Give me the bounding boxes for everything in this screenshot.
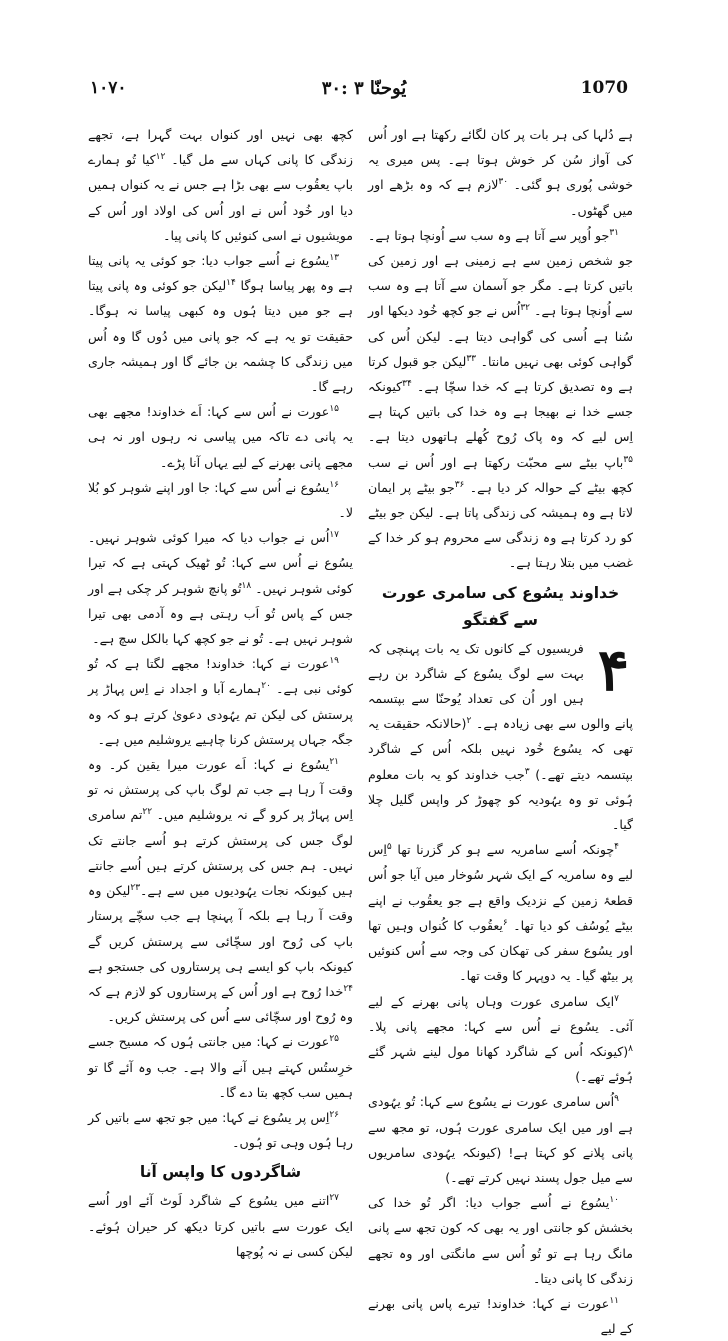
verse-number: ۶	[502, 917, 508, 928]
verse-number: ۱۴	[226, 278, 236, 289]
paragraph: $^{۱۳}$یسُوع نے اُسے جواب دیا: جو کوئی یہ پانی پیتا ہے وہ پھر پیاسا ہوگا $^{۱۴}$لیکن جو کوئی وہ پانی پیتا ہے جو میں دیتا ہُوں وہ کبھی پیاسا نہ ہوگا۔ حقیقت تو یہ ہے کہ جو پانی میں دُوں گا وہ اُس میں زندگی کا چشمہ بن جائے گا اور ہمیشہ جاری رہے گا۔	[88, 252, 353, 395]
verse-number: ۳۱	[609, 227, 619, 238]
section-heading: شاگردوں کا واپس آنا	[139, 1163, 302, 1182]
verse-number: ۱۰	[609, 1194, 619, 1205]
verse-number: ۳۴	[402, 378, 412, 389]
verse-number: ۳۶	[454, 479, 465, 490]
verse-number: ۲۳	[130, 882, 141, 893]
verse-number: ۱۳	[329, 252, 339, 263]
paragraph: $^{۱۱}$عورت نے کہا: خداوند! تیرے پاس پانی بھرنے کے لیے	[368, 1295, 633, 1337]
chapter-number: ۴	[597, 635, 629, 704]
paragraph: $^۷$ایک سامری عورت وہاں پانی بھرنے کے لیے آئی۔ یسُوع نے اُس سے کہا: مجھے پانی پلا۔ $^۸$(کیونکہ اُس کے شاگرد کھانا مول لینے شہر گئے ہُوئے تھے۔)	[368, 993, 633, 1085]
paragraph: کچھ بھی نہیں اور کنواں بہت گہرا ہے، تجھے زندگی کا پانی کہاں سے مل گیا۔ $^{۱۲}$کیا تُو ہمارے باپ یعقُوب سے بھی بڑا ہے جس نے یہ کنواں ہمیں دیا اور خُود اُس نے اور اُس کی اولاد اور اُس کے مویشیوں نے اسی کنوئیں کا پانی پیا۔	[88, 127, 353, 243]
verse-number: ۷	[614, 993, 619, 1004]
verse-number: ۲۴	[343, 983, 353, 994]
verse-number: ۹	[614, 1094, 619, 1105]
verse-number: ۳	[524, 766, 530, 777]
paragraph: $^{۳۱}$جو اُوپر سے آتا ہے وہ سب سے اُونچا ہوتا ہے۔ جو شخص زمین سے ہے زمینی ہے اور زمین کی باتیں کرتا ہے۔ مگر جو آسمان سے آتا ہے وہ سب سے اُونچا ہوتا ہے۔ $^{۳۲}$اُس نے جو کچھ خُود دیکھا اور سُنا ہے اُسی کی گواہی دیتا ہے۔ لیکن اُس کی گواہی کوئی بھی نہیں مانتا۔ $^{۳۳}$لیکن جو قبول کرتا ہے وہ تصدیق کرتا ہے کہ خدا سچّا ہے۔ $^{۳۴}$کیونکہ جسے خدا نے بھیجا ہے وہ خدا کی باتیں کہتا ہے اِس لیے کہ وہ پاک رُوح کُھلے ہاتھوں دیتا ہے۔ $^{۳۵}$باپ بیٹے سے محبّت رکھتا ہے اور اُس نے سب کچھ بیٹے کے حوالہ کر دیا ہے۔ $^{۳۶}$جو بیٹے پر ایمان لاتا ہے وہ ہمیشہ کی زندگی پاتا ہے۔ لیکن جو بیٹے کو رد کرتا ہے وہ زندگی سے محروم ہو کر خدا کے غضب میں بتلا رہتا ہے۔	[368, 227, 633, 571]
paragraph: $^۹$اُس سامری عورت نے یسُوع سے کہا: تُو یہُودی ہے اور میں ایک سامری عورت ہُوں، تو مجھ سے پانی پلانے کو کہتا ہے! (کیونکہ یہُودی سامریوں سے میل جول پسند نہیں کرتے تھے۔)	[368, 1094, 633, 1185]
page-number-urdu: ۱۰۷۰	[90, 78, 127, 98]
verse-number: ۲۰	[261, 681, 271, 692]
verse-number: ۱۸	[241, 580, 252, 591]
right-column	[368, 122, 633, 1337]
verse-number: ۲۶	[329, 1109, 339, 1120]
verse-number: ۸	[628, 1043, 633, 1054]
paragraph: $^{۲۱}$یسُوع نے کہا: اَے عورت میرا یقین کر۔ وہ وقت آ رہا ہے جب تم لوگ باپ کی پرستش نہ تو اِس پہاڑ پر کرو گے نہ یروشلیم میں۔ $^{۲۲}$تم سامری لوگ جس کی پرستش کرتے ہو اُسے جانتے تک نہیں۔ ہم جس کی پرستش کرتے ہیں اُسے جانتے ہیں کیونکہ نجات یہُودیوں میں سے ہے۔$^{۲۳}$لیکن وہ وقت آ رہا ہے بلکہ آ پہنچا ہے جب سچّے پرستار باپ کی رُوح اور سچّائی سے پرستش کریں گے کیونکہ باپ کو ایسے ہی پرستاروں کی جستجو ہے $^{۲۴}$خدا رُوح ہے اور اُس کے پرستاروں کو لازم ہے کہ وہ رُوح اور سچّائی سے اُس کی پرستش کریں۔	[88, 756, 353, 1025]
verse-number: ۱۲	[155, 152, 166, 163]
left-column	[88, 122, 354, 1259]
chapter-opening	[368, 636, 633, 838]
section-heading: خداوند یسُوع کی سامری عورت سے گفتگو	[381, 583, 620, 629]
verse-number: ۱۷	[329, 530, 339, 541]
paragraph: $^{۲۵}$عورت نے کہا: میں جانتی ہُوں کہ مسیح جسے خرِستُس کہتے ہیں آنے والا ہے۔ جب وہ آئے گا تو ہمیں سب کچھ بتا دے گا۔	[88, 1034, 353, 1100]
paragraph: $^{۲۶}$اِس پر یسُوع نے کہا: میں جو تجھ سے باتیں کر رہا ہُوں وہی تو ہُوں۔	[88, 1109, 353, 1151]
verse-number: ۳۰	[498, 177, 509, 188]
verse-number: ۲	[466, 716, 472, 727]
paragraph: $^{۱۶}$یسُوع نے اُس سے کہا: جا اور اپنے شوہر کو بُلا لا۔	[88, 479, 353, 521]
paragraph: $^{۱۵}$عورت نے اُس سے کہا: اَے خداوند! مجھے بھی یہ پانی دے تاکہ میں پیاسی نہ رہوں اور نہ ہی مجھے پانی بھرنے کے لیے یہاں آنا پڑے۔	[88, 404, 353, 470]
verse-number: ۱۹	[329, 656, 339, 667]
paragraph: $^{۱۹}$عورت نے کہا: خداوند! مجھے لگتا ہے کہ تُو کوئی نبی ہے۔ $^{۲۰}$ہمارے آبا و اجداد نے اِس پہاڑ پر پرستش کی لیکن تم یہُودی دعویٰ کرتے ہو کہ وہ جگہ جہاں پرستش کرنا چاہیے یروشلیم میں ہے۔	[88, 656, 354, 747]
verse-number: ۲۱	[329, 756, 339, 767]
verse-number: ۲۷	[329, 1193, 339, 1204]
verse-number: ۳۲	[520, 303, 531, 314]
verse-number: ۲۲	[142, 807, 153, 818]
verse-number: ۲۵	[329, 1034, 339, 1045]
paragraph: $^{۱۷}$اُس نے جواب دیا کہ میرا کوئی شوہر نہیں۔ یسُوع نے اُس سے کہا: تُو ٹھیک کہتی ہے کہ تیرا کوئی شوہر نہیں۔ $^{۱۸}$تُو پانچ شوہر کر چکی ہے اور جس کے پاس تُو اَب رہتی ہے وہ آدمی بھی تیرا شوہر نہیں ہے۔ تُو نے جو کچھ کہا بالکل سچ ہے۔	[88, 530, 353, 647]
verse-number: ۱۵	[329, 404, 339, 415]
verse-number: ۵	[386, 842, 392, 853]
page-number: 1070	[580, 78, 628, 98]
book-reference-header: یُوحنّا ۳ :۳۰	[321, 78, 407, 99]
paragraph: ہے دُلہا کی ہر بات پر کان لگائے رکھتا ہے اور اُس کی آواز سُن کر خوش ہوتا ہے۔ پس میری یہ خوشی پُوری ہو گئی۔ $^{۳۰}$لازم ہے کہ وہ بڑھے اور میں گھٹوں۔	[368, 127, 633, 218]
paragraph: $^۴$چونکہ اُسے سامریہ سے ہو کر گزرنا تھا $^۵$اِس لیے وہ سامریہ کے ایک شہر سُوخار میں آیا جو اُس قطعۂ زمین کے نزدیک واقع ہے جو یعقُوب نے اپنے بیٹے یُوسُف کو دیا تھا۔ $^۶$یعقُوب کا کُنواں وہیں تھا اور یسُوع سفر کی تھکان کی وجہ سے اُس کنوئیں پر بیٹھ گیا۔ یہ دوپہر کا وقت تھا۔	[368, 842, 633, 984]
verse-number: ۳۵	[623, 454, 633, 465]
paragraph: $^{۱۰}$یسُوع نے اُسے جواب دیا: اگر تُو خدا کی بخشش کو جانتی اور یہ بھی کہ کون تجھ سے پانی مانگ رہا ہے تو تُو اُس سے مانگتی اور وہ تجھے زندگی کا پانی دیتا۔	[368, 1194, 633, 1286]
verse-number: ۴	[614, 842, 619, 853]
paragraph: فریسیوں کے کانوں تک یہ بات پہنچی کہ بہت سے لوگ یسُوع کے شاگرد بن رہے ہیں اور اُن کی تعداد یُوحنّا سے بپتسمہ پانے والوں سے بھی زیادہ ہے۔ $^۲$(حالانکہ حقیقت یہ تھی کہ یسُوع خُود نہیں بلکہ اُس کے شاگرد بپتسمہ دیتے تھے۔) $^۳$جب خداوند کو یہ بات معلوم ہُوئی تو وہ یہُودیہ کو چھوڑ کر واپس گلیل چلا گیا۔	[368, 640, 633, 833]
paragraph: $^{۲۷}$اتنے میں یسُوع کے شاگرد لَوٹ آئے اور اُسے ایک عورت سے باتیں کرتا دیکھ کر حیران ہُوئے۔ لیکن کسی نے نہ پُوچھا	[88, 1193, 353, 1259]
verse-number: ۳۳	[466, 353, 476, 364]
verse-number: ۱۱	[609, 1295, 619, 1306]
verse-number: ۱۶	[329, 479, 339, 490]
